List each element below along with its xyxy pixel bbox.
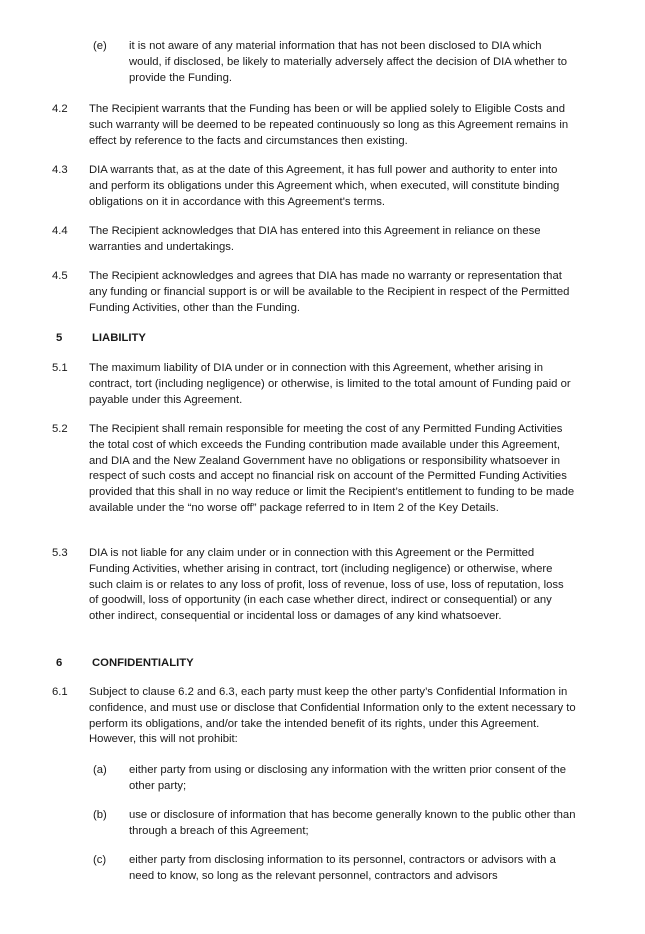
sub-clause-text: it is not aware of any material information that has not been disclosed to DIA which would, if disclosed, be likely to materially adversely affect the decision of DIA whether to provide the Funding. bbox=[129, 40, 568, 84]
sub-clause-text: use or disclosure of information that has become generally known to the public other than through a breach of this Agreement; bbox=[129, 809, 576, 837]
clause-text: The Recipient acknowledges that DIA has entered into this Agreement in reliance on these warranties and undertakings. bbox=[89, 225, 541, 253]
clause-number: 4.4 bbox=[52, 225, 68, 237]
sub-clause-number: (b) bbox=[93, 809, 107, 821]
clause-text: Subject to clause 6.2 and 6.3, each party must keep the other party’s Confidential Information in confidence, and must use or disclose that Confidential Information only to the extent necessary to perform its obligations, and/or take the intended benefit of its rights, under this Agreement. However, this will not prohibit: bbox=[89, 686, 576, 746]
clause-text: The maximum liability of DIA under or in connection with this Agreement, whether arising in contract, tort (including negligence) or otherwise, is limited to the total amount of Funding paid or payable under this Agreement. bbox=[89, 362, 571, 406]
clause-text: The Recipient acknowledges and agrees that DIA has made no warranty or representation that any funding or financial support is or will be available to the Recipient in respect of the Permitted Funding Activities, other than the Funding. bbox=[89, 270, 570, 314]
sub-clause-number: (a) bbox=[93, 764, 107, 776]
clause-text: DIA is not liable for any claim under or in connection with this Agreement or the Permitted Funding Activities, whether arising in contract, tort (including negligence) or otherwise, where such claim is or relates to any loss of profit, loss of revenue, loss of use, loss of reputation, loss of goodwill, loss of opportunity (in each case whether direct, indirect or consequential) or any other indirect, consequential or incidental loss or damages of any kind whatsoever. bbox=[89, 547, 564, 623]
sub-clause-number: (c) bbox=[93, 854, 107, 866]
clause-number: 4.3 bbox=[52, 164, 68, 176]
clause-number: 6.1 bbox=[52, 686, 68, 698]
sub-clause-number: (e) bbox=[93, 40, 107, 52]
clause-number: 4.2 bbox=[52, 103, 68, 115]
clause-number: 5.3 bbox=[52, 547, 68, 559]
clause-number: 5.1 bbox=[52, 362, 68, 374]
section-number: 6 bbox=[56, 657, 63, 669]
clause-number: 4.5 bbox=[52, 270, 68, 282]
sub-clause-text: either party from disclosing information to its personnel, contractors or advisors with a need to know, so long as the relevant personnel, contractors and advisors bbox=[129, 854, 556, 882]
clause-text: The Recipient warrants that the Funding has been or will be applied solely to Eligible Costs and such warranty will be deemed to be repeated continuously so long as this Agreement remains in effect by reference to the facts and circumstances then existing. bbox=[89, 103, 569, 147]
clause-text: The Recipient shall remain responsible for meeting the cost of any Permitted Funding Activities the total cost of which exceeds the Funding contribution made available under this Agreement, and DIA and the New Zealand Government have no obligations or responsibility whatsoever in respect of such costs and accept no financial risk on account of the Permitted Funding Activities provided that this shall in no way reduce or limit the Recipient’s entitlement to funding to be made available under the “no worse off” package referred to in Item 2 of the Key Details. bbox=[89, 423, 575, 514]
section-title: CONFIDENTIALITY bbox=[92, 657, 194, 669]
clause-text: DIA warrants that, as at the date of this Agreement, it has full power and authority to enter into and perform its obligations under this Agreement which, when executed, will constitute binding obligations on it in accordance with this Agreement's terms. bbox=[89, 164, 560, 208]
section-number: 5 bbox=[56, 332, 63, 344]
section-title: LIABILITY bbox=[92, 332, 146, 344]
sub-clause-text: either party from using or disclosing any information with the written prior consent of the other party; bbox=[129, 764, 567, 792]
clause-number: 5.2 bbox=[52, 423, 68, 435]
